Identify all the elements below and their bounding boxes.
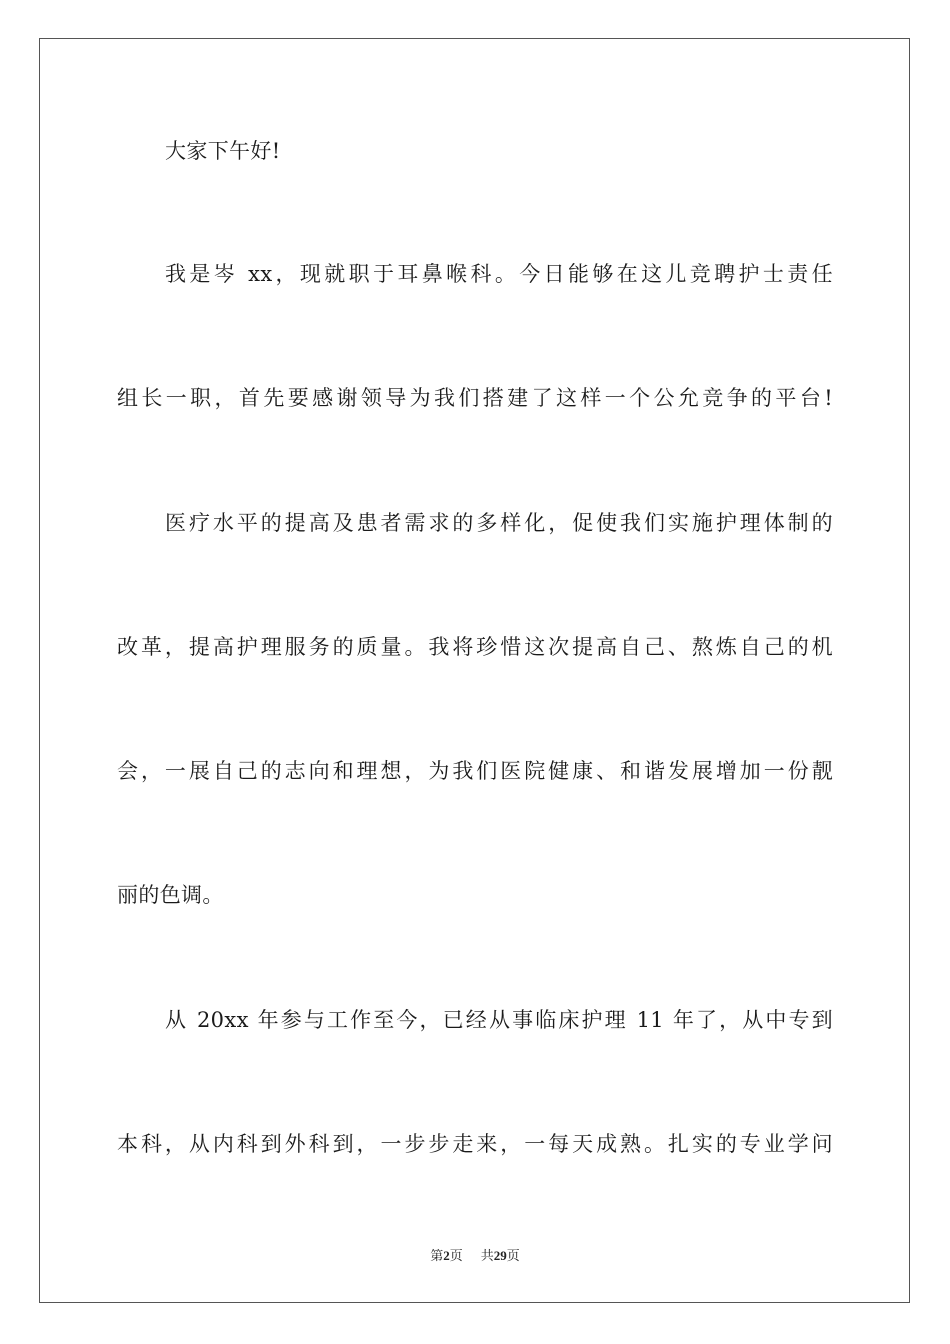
paragraph-line-9: 本科，从内科到外科到，一步步走来，一每天成熟。扎实的专业学问	[117, 1132, 833, 1156]
paragraph-line-2: 我是岑 xx，现就职于耳鼻喉科。今日能够在这儿竞聘护士责任	[165, 262, 833, 286]
page-suffix: 页	[449, 1248, 463, 1263]
paragraph-line-1: 大家下午好!	[165, 139, 281, 163]
paragraph-line-3: 组长一职，首先要感谢领导为我们搭建了这样一个公允竞争的平台!	[117, 386, 833, 410]
page-footer	[0, 1246, 950, 1266]
paragraph-line-8: 从 20xx 年参与工作至今，已经从事临床护理 11 年了，从中专到	[165, 1008, 833, 1032]
total-prefix: 共	[480, 1248, 494, 1263]
paragraph-line-6: 会，一展自己的志向和理想，为我们医院健康、和谐发展增加一份靓	[117, 759, 833, 783]
page-border	[39, 38, 910, 1303]
paragraph-line-4: 医疗水平的提高及患者需求的多样化，促使我们实施护理体制的	[165, 511, 833, 535]
paragraph-line-5: 改革，提高护理服务的质量。我将珍惜这次提高自己、熬炼自己的机	[117, 635, 833, 659]
total-pages: 29	[493, 1248, 507, 1263]
total-suffix: 页	[506, 1248, 520, 1263]
page-current: 2	[443, 1248, 450, 1263]
paragraph-line-7: 丽的色调。	[117, 883, 224, 907]
page-prefix: 第	[430, 1248, 444, 1263]
